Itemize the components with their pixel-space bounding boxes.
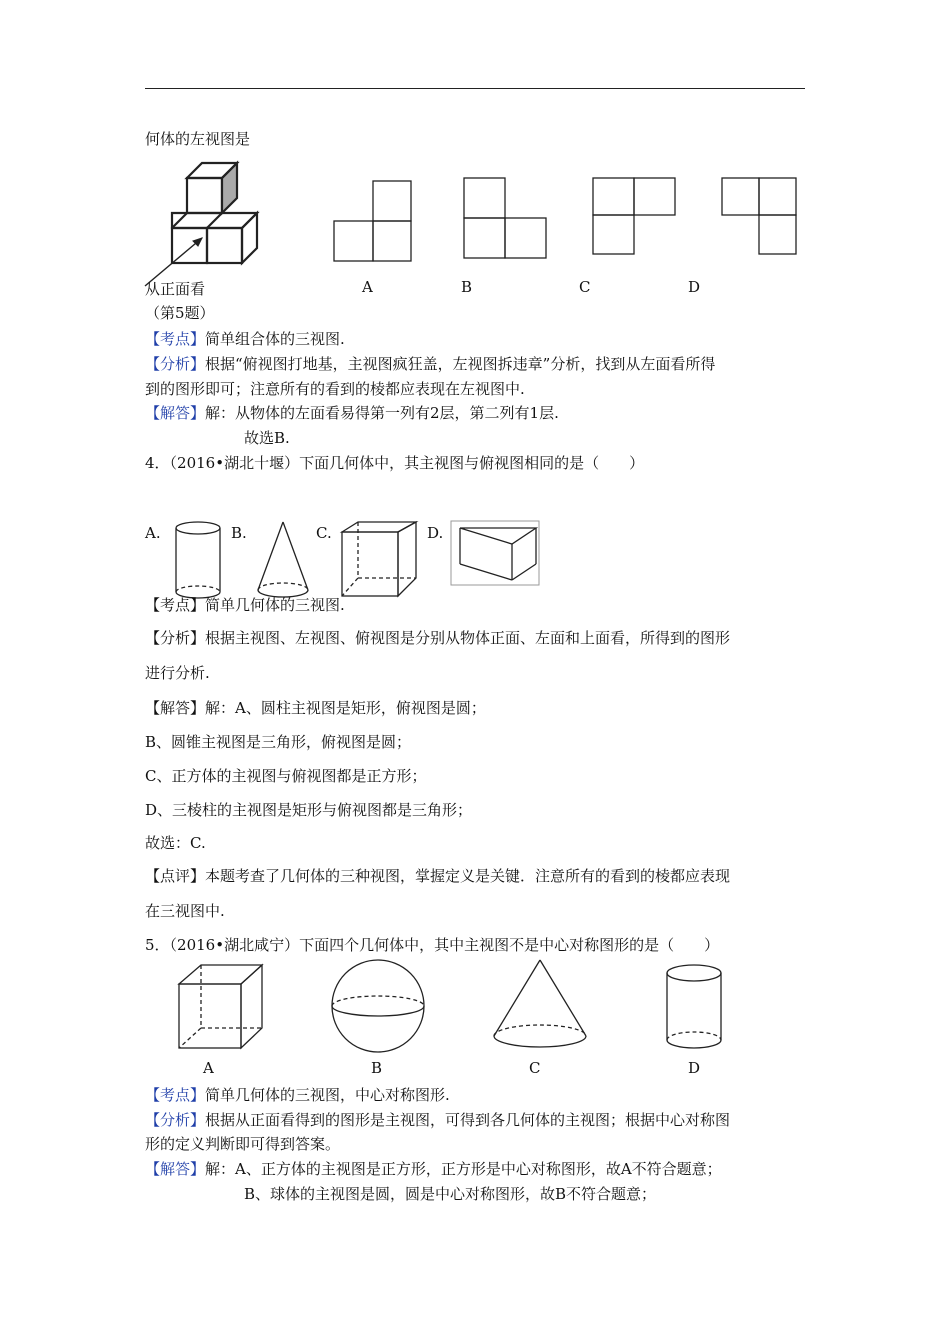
kaodian-tag: 【考点】 [145,330,206,348]
q4-jieda-4: D、三棱柱的主视图是矩形与俯视图都是三角形； [145,801,473,819]
fenxi-tag: 【分析】 [145,355,206,373]
option-d-figure [721,177,801,257]
q5-jieda-2: 故选B. [244,429,290,447]
kaodian-text: 简单组合体的三视图. [205,330,345,348]
q4-jieda-1: 【解答】解：A、圆柱主视图是矩形，俯视图是圆； [145,699,486,717]
q4-fenxi-2: 进行分析. [145,664,210,682]
q5b-jieda-1 [145,1158,722,1179]
triangular-prism-icon [450,520,542,588]
stacked-cubes-figure [140,158,265,288]
q5-kaodian [145,328,345,349]
q4-fenxi-1: 【分析】根据主视图、左视图、俯视图是分别从物体正面、左面和上面看，所得到的图形 [145,629,731,647]
question-continuation: 何体的左视图是 [145,130,251,148]
q4-jieda-5: 故选：C. [145,834,206,852]
option-c-figure [592,177,677,257]
q5-fenxi-2: 到的图形即可；注意所有的看到的棱都应表现在左视图中. [145,380,525,398]
q5b-option-d-label: D [688,1059,701,1077]
cube-icon [176,962,266,1052]
q5b-question: 5．（2016•湖北咸宁）下面四个几何体中，其中主视图不是中心对称图形的是（ ） [145,936,720,954]
option-c-label: C [579,278,591,296]
figure-caption: （第5题） [145,304,215,322]
q4-jieda-3: C、正方体的主视图与俯视图都是正方形； [145,767,427,785]
q5b-option-a-label: A [203,1059,214,1077]
kaodian-text: 简单几何体的三视图，中心对称图形. [205,1086,450,1104]
fenxi-tag: 【分析】 [145,1111,206,1129]
jieda-text: 解：从物体的左面看易得第一列有2层，第二列有1层. [205,404,559,422]
option-a-label: A [362,278,373,296]
q4-dianping-2: 在三视图中. [145,902,225,920]
option-b-figure [463,177,548,262]
q4-option-b-label: B. [231,524,247,542]
sphere-icon [330,958,426,1054]
cube-icon [340,520,420,602]
q4-kaodian: 【考点】简单几何体的三视图. [145,596,345,614]
q5b-option-c-label: C [529,1059,541,1077]
fenxi-text: 根据“俯视图打地基，主视图疯狂盖，左视图拆违章”分析，找到从左面看所得 [205,355,716,373]
arrow-caption: 从正面看 [145,280,206,298]
q5b-option-b-label: B [371,1059,383,1077]
cone-icon [490,958,590,1053]
q4-dianping-1: 【点评】本题考查了几何体的三种视图，掌握定义是关键．注意所有的看到的棱都应表现 [145,867,731,885]
option-d-label: D [688,278,701,296]
q4-question: 4．（2016•湖北十堰）下面几何体中，其主视图与俯视图相同的是（ ） [145,454,645,472]
fenxi-text: 根据从正面看得到的图形是主视图，可得到各几何体的主视图；根据中心对称图 [205,1111,731,1129]
q5b-kaodian [145,1084,450,1105]
q5b-fenxi-2: 形的定义判断即可得到答案。 [145,1135,341,1153]
jieda-text: 解：A、正方体的主视图是正方形，正方形是中心对称图形，故A不符合题意； [205,1160,722,1178]
q5-jieda-1 [145,402,559,423]
q4-option-a-label: A. [145,524,161,542]
jieda-tag: 【解答】 [145,1160,206,1178]
q5-fenxi-1 [145,353,715,374]
option-a-figure [333,180,413,265]
q5b-jieda-2: B、球体的主视图是圆，圆是中心对称图形，故B不符合题意； [244,1185,657,1203]
jieda-tag: 【解答】 [145,404,206,422]
q4-option-c-label: C. [316,524,332,542]
q4-option-d-label: D. [427,524,444,542]
header-rule [145,88,805,89]
cylinder-icon [664,962,726,1052]
option-b-label: B [461,278,473,296]
cone-icon [253,520,313,600]
kaodian-tag: 【考点】 [145,1086,206,1104]
q5b-fenxi-1 [145,1109,730,1130]
q4-jieda-2: B、圆锥主视图是三角形，俯视图是圆； [145,733,412,751]
cylinder-icon [172,520,227,600]
